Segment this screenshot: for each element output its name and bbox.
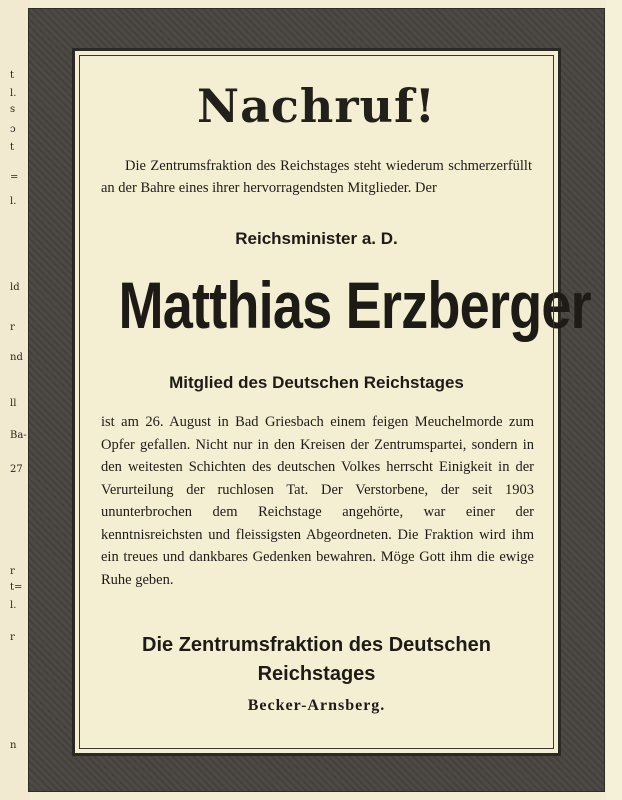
margin-fragment: Ba- bbox=[10, 430, 27, 441]
margin-fragment: ld bbox=[10, 282, 20, 293]
margin-fragment: = bbox=[10, 172, 19, 183]
margin-fragment: s bbox=[10, 104, 16, 115]
notice-content bbox=[75, 51, 591, 753]
margin-fragment: l. bbox=[10, 196, 17, 207]
margin-fragment: 27 bbox=[10, 464, 23, 475]
notice-panel bbox=[72, 48, 591, 756]
margin-fragment: nd bbox=[10, 352, 23, 363]
signatory-line-2: Reichstages bbox=[257, 663, 376, 685]
deceased-membership: Mitglied des Deutschen Reichstages bbox=[169, 373, 464, 392]
margin-fragment: r bbox=[10, 322, 15, 333]
intro-paragraph: Die Zentrumsfraktion des Reichstages steht wiederum schmerzerfüllt an der Bahre eines ihrer hervorragendsten Mitglieder. Der bbox=[101, 158, 532, 196]
margin-fragment: t= bbox=[10, 582, 23, 593]
signatory-block bbox=[75, 631, 558, 689]
margin-fragment: r bbox=[10, 566, 15, 577]
body-paragraph: ist am 26. August in Bad Griesbach einem feigen Meuchelmorde zum Opfer gefallen. Nicht nur in den Kreisen der Zentrumspartei, sondern in den weitesten Schichten des deutschen Volkes herrscht Einigkeit in der Verurteilung der ruchlosen Tat. Der Verstorbene, der seit 1903 ununterbrochen dem Reichstage angehörte, war einer der kenntnisreichsten und fleissigsten Abgeordneten. Die Fraktion wird ihm ein treues und dankbares Gedenken bewahren. Möge Gott ihm die ewige Ruhe geben. bbox=[101, 414, 534, 588]
adjacent-column-fragment bbox=[0, 0, 30, 800]
signatory-line-1: Die Zentrumsfraktion des Deutschen bbox=[142, 634, 491, 656]
margin-fragment: ll bbox=[10, 398, 17, 409]
margin-fragment: n bbox=[10, 740, 17, 751]
margin-fragment: r bbox=[10, 632, 15, 643]
margin-fragment: t bbox=[10, 142, 15, 153]
secretary-name: Becker-Arnsberg. bbox=[247, 697, 386, 714]
deceased-name: Matthias Erzberger bbox=[118, 268, 591, 342]
margin-fragment: l. bbox=[10, 88, 17, 99]
right-column-fragment bbox=[606, 0, 622, 800]
margin-fragment: ɔ bbox=[10, 124, 16, 135]
notice-title: Nachruf! bbox=[197, 79, 436, 133]
deceased-rank: Reichsminister a. D. bbox=[235, 229, 398, 248]
margin-fragment: t bbox=[10, 70, 15, 81]
margin-fragment: l. bbox=[10, 600, 17, 611]
